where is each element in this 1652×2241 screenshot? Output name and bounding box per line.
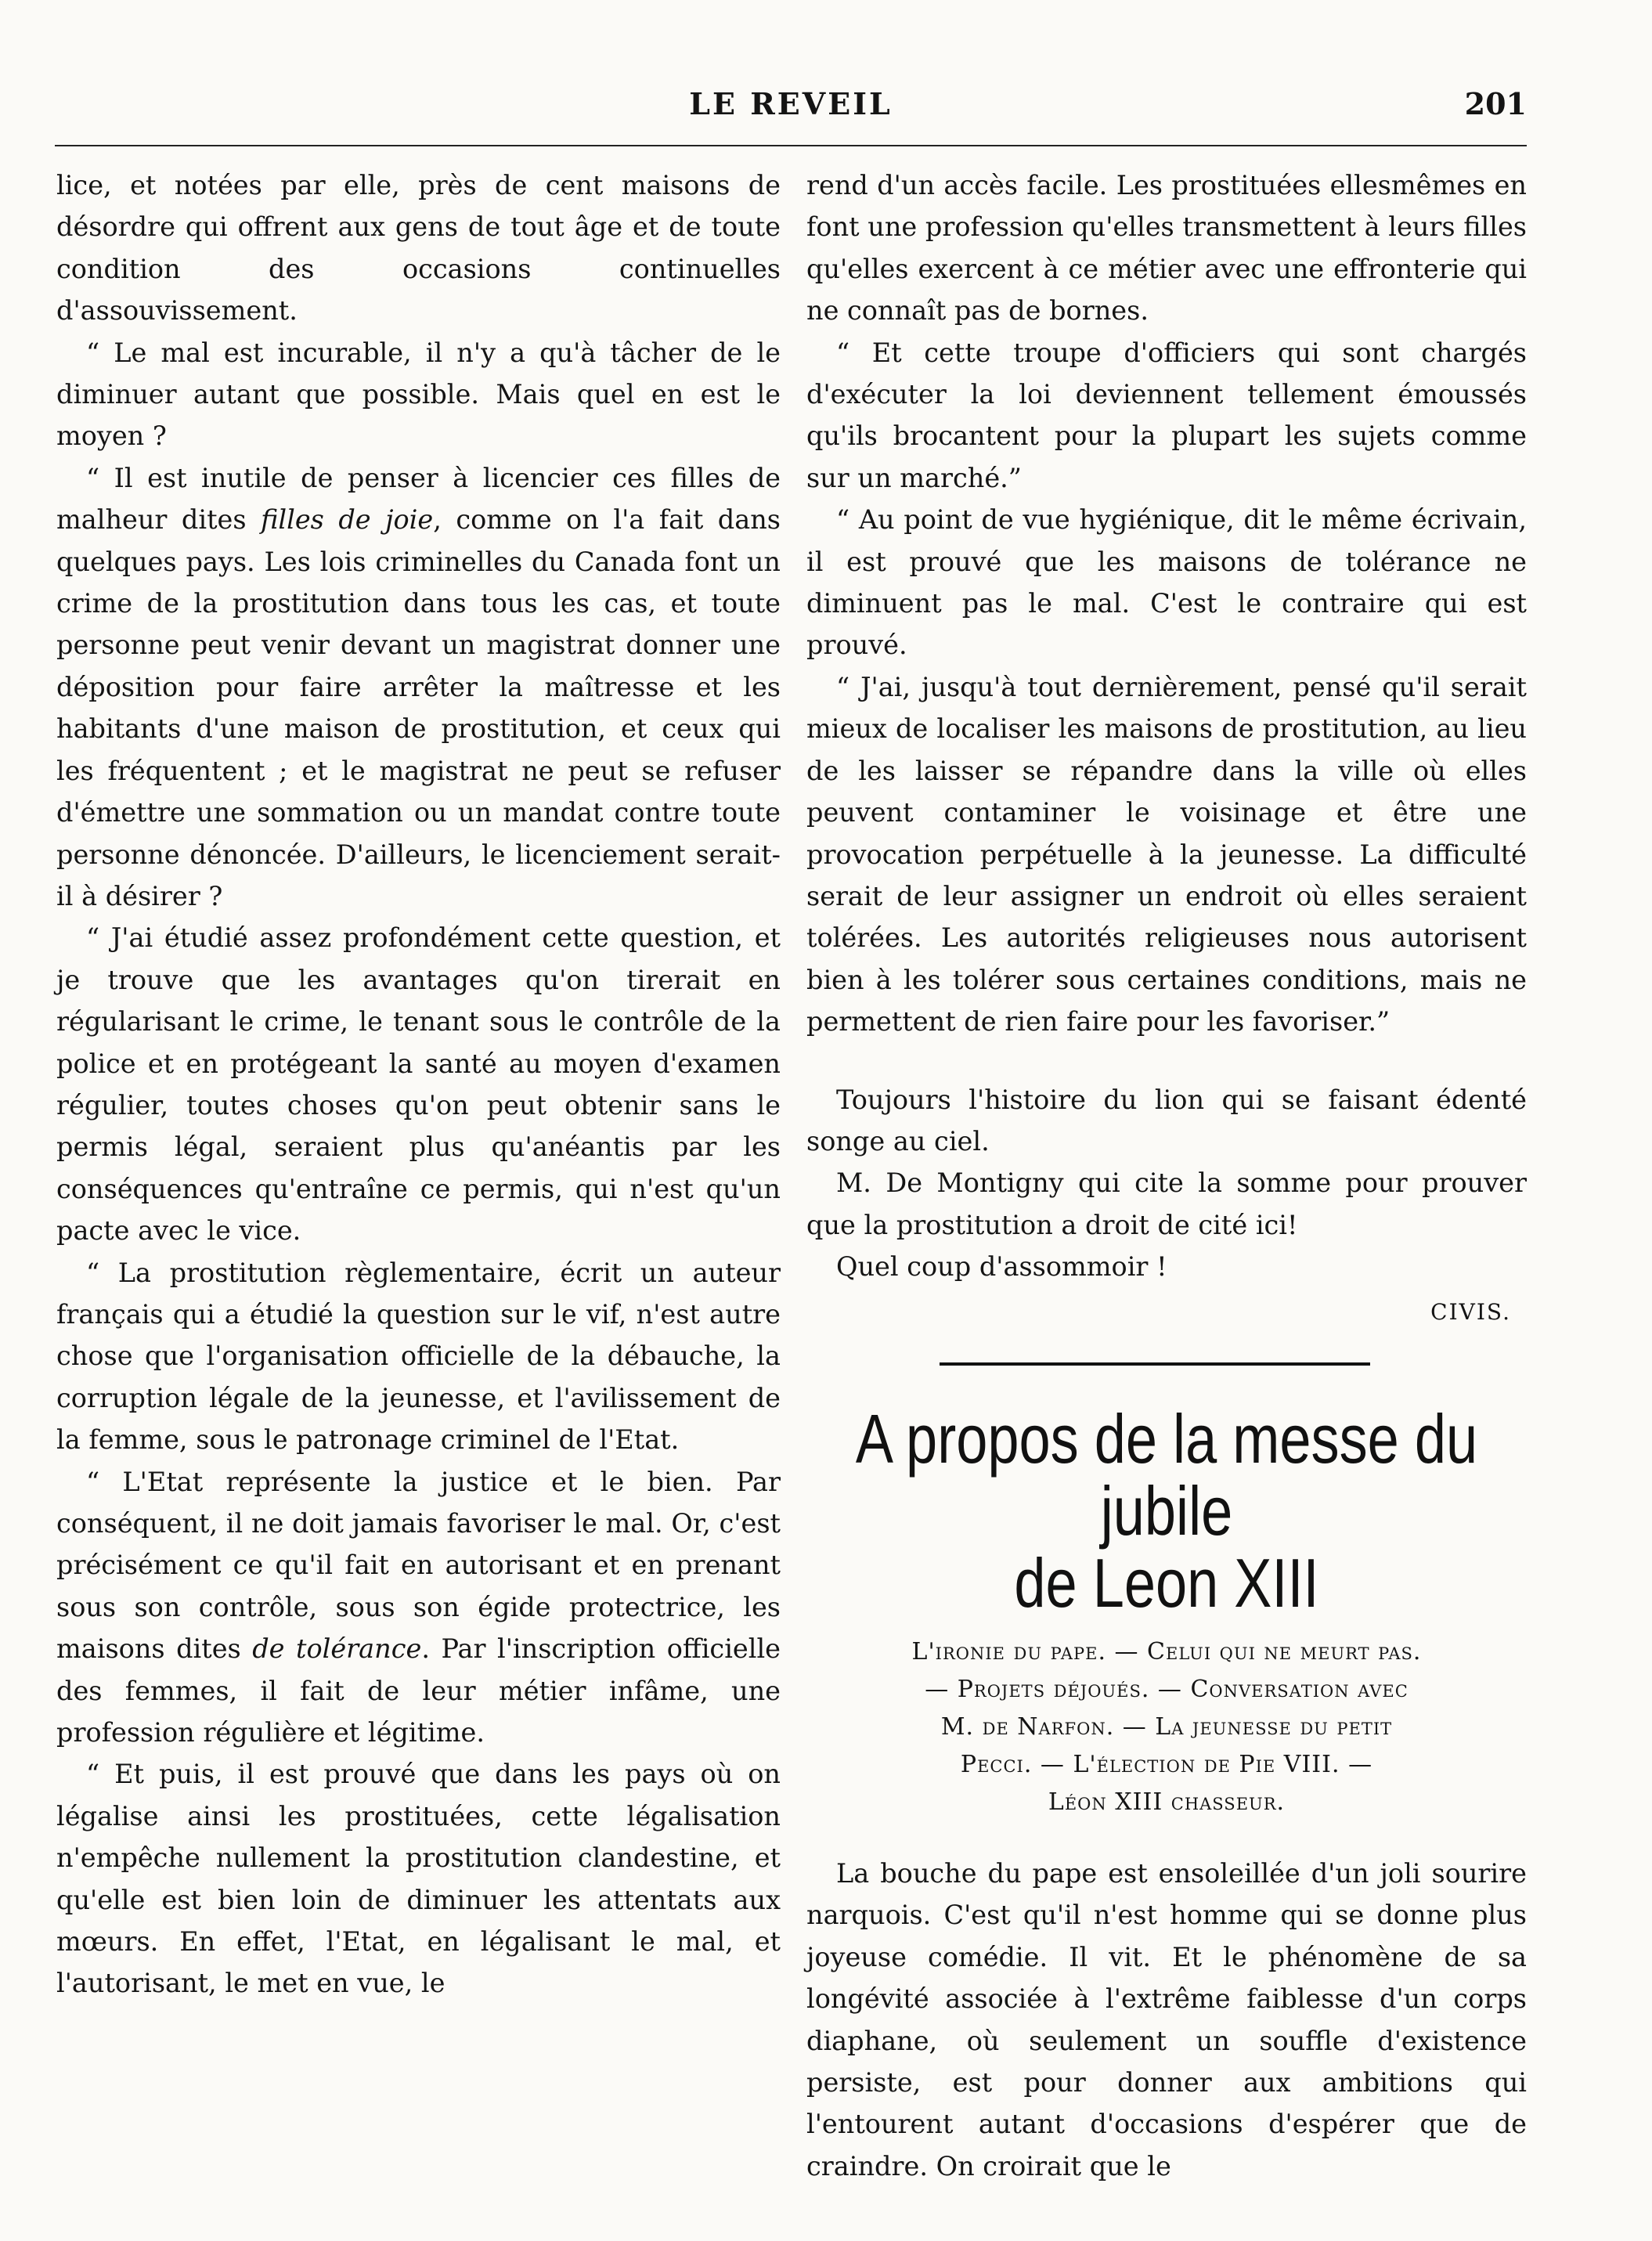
italic-phrase: filles de joie (261, 504, 434, 536)
italic-phrase: de tolérance (252, 1633, 422, 1665)
text-run: “ Il est inutile de penser à licencier ces filles de malheur dites (56, 462, 781, 536)
paragraph: “ Le mal est incurable, il n'y a qu'à tâcher de le diminuer autant que possible. Mais quel en est le moyen ? (56, 337, 781, 452)
paragraph: Quel coup d'assommoir ! (836, 1251, 1167, 1283)
paragraph: rend d'un accès facile. Les prostituées ellesmêmes en font une profession qu'elles transmettent à leurs filles qu'elles exercent à ce métier avec une effronterie qui ne connaît pas de bornes. (806, 170, 1527, 327)
spacer (806, 1821, 1527, 1853)
subheading-line: L'ironie du pape. — Celui qui ne meurt pas. (911, 1637, 1422, 1665)
article-subheading (806, 1633, 1527, 1821)
paragraph: “ Et puis, il est prouvé que dans les pays où on légalise ainsi les prostituées, cette légalisation n'empêche nullement la prostitution clandestine, et qu'elle est bien loin de diminuer les attentats aux mœurs. En effet, l'Etat, en légalisant le mal, et l'autorisant, le met en vue, le (56, 1759, 781, 1999)
spacer (806, 1043, 1527, 1079)
paragraph (56, 457, 781, 917)
header-rule (55, 145, 1527, 146)
subheading-line: — Projets déjoués. — Conversation avec (925, 1675, 1409, 1703)
article-headline (826, 1399, 1506, 1622)
page-number: 201 (1464, 86, 1527, 121)
paragraph: “ Et cette troupe d'officiers qui sont chargés d'exécuter la loi deviennent tellement émoussés qu'ils brocantent pour la plupart les sujets comme sur un marché.” (806, 337, 1527, 493)
paragraph: Toujours l'histoire du lion qui se faisant édenté songe au ciel. (806, 1084, 1527, 1157)
subheading-line: Pecci. — L'élection de Pie VIII. — (960, 1750, 1373, 1778)
subheading-line: Léon XIII chasseur. (1048, 1788, 1286, 1816)
right-column (806, 164, 1527, 2187)
paragraph: “ J'ai, jusqu'à tout dernièrement, pensé qu'il serait mieux de localiser les maisons de prostitution, au lieu de les laisser se répandre dans la ville où elles peuvent contaminer le voisinage et être une provocation perpétuelle à la jeunesse. La difficulté serait de leur assigner un endroit où elles seraient tolérées. Les autorités religieuses nous autorisent bien à les tolérer sous certaines conditions, mais ne permettent de rien faire pour les favoriser.” (806, 671, 1527, 1038)
paragraph: “ Au point de vue hygiénique, dit le même écrivain, il est prouvé que les maisons de tolérance ne diminuent pas le mal. C'est le contraire qui est prouvé. (806, 504, 1527, 661)
running-title: LE REVEIL (689, 86, 893, 121)
section-divider (940, 1362, 1370, 1366)
signature: CIVIS. (1430, 1298, 1511, 1325)
subheading-line: M. de Narfon. — La jeunesse du petit (940, 1712, 1393, 1741)
paragraph: “ La prostitution règlementaire, écrit un auteur français qui a étudié la question sur le vif, n'est autre chose que l'organisation officielle de la débauche, la corruption légale de la jeunesse, et l'avilissement de la femme, sous le patronage criminel de l'Etat. (56, 1257, 781, 1456)
headline-line: de Leon XIII (1014, 1543, 1319, 1622)
paragraph: lice, et notées par elle, près de cent maisons de désordre qui offrent aux gens de tout âge et de toute condition des occasions continuelles d'assouvissement. (56, 170, 781, 327)
paragraph: “ J'ai étudié assez profondément cette question, et je trouve que les avantages qu'on tirerait en régularisant le crime, le tenant sous le contrôle de la police et en protégeant la santé au moyen d'examen régulier, toutes choses qu'on peut obtenir sans le permis légal, seraient plus qu'anéantis par les conséquences qu'entraîne ce permis, qui n'est qu'un pacte avec le vice. (56, 922, 781, 1247)
paragraph: M. De Montigny qui cite la somme pour prouver que la prostitution a droit de cité ici! (806, 1167, 1527, 1240)
paragraph: La bouche du pape est ensoleillée d'un joli sourire narquois. C'est qu'il n'est homme qui se donne plus joyeuse comédie. Il vit. Et le phénomène de sa longévité associée à l'extrême faiblesse d'un corps diaphane, où seulement un souffle d'existence persiste, est pour donner aux ambitions qui l'entourent autant d'occasions d'espérer que de craindre. On croirait que le (806, 1857, 1527, 2181)
text-run: “ L'Etat représente la justice et le bien. Par conséquent, il ne doit jamais favoriser le mal. Or, c'est précisément ce qu'il fait en autorisant et en prenant sous son contrôle, sous son égide protectrice, les maisons dites (56, 1466, 781, 1665)
text-run: . Par l'inscription officielle des femmes, il fait de leur métier infâme, une profession régulière et légitime. (56, 1633, 781, 1748)
page-header (55, 78, 1527, 141)
paragraph (56, 1461, 781, 1754)
headline-line: A propos de la messe du jubile (855, 1399, 1478, 1550)
text-run: , comme on l'a fait dans quelques pays. Les lois criminelles du Canada font un crime de la prostitution dans tous les cas, et toute personne peut venir devant un magistrat donner une déposition pour faire arrêter la maîtresse et les habitants d'une maison de prostitution, et ceux qui les fréquentent ; et le magistrat ne peut se refuser d'émettre une sommation ou un mandat contre toute personne dénoncée. D'ailleurs, le licenciement serait-il à désirer ? (56, 504, 781, 911)
left-column (56, 164, 781, 2005)
